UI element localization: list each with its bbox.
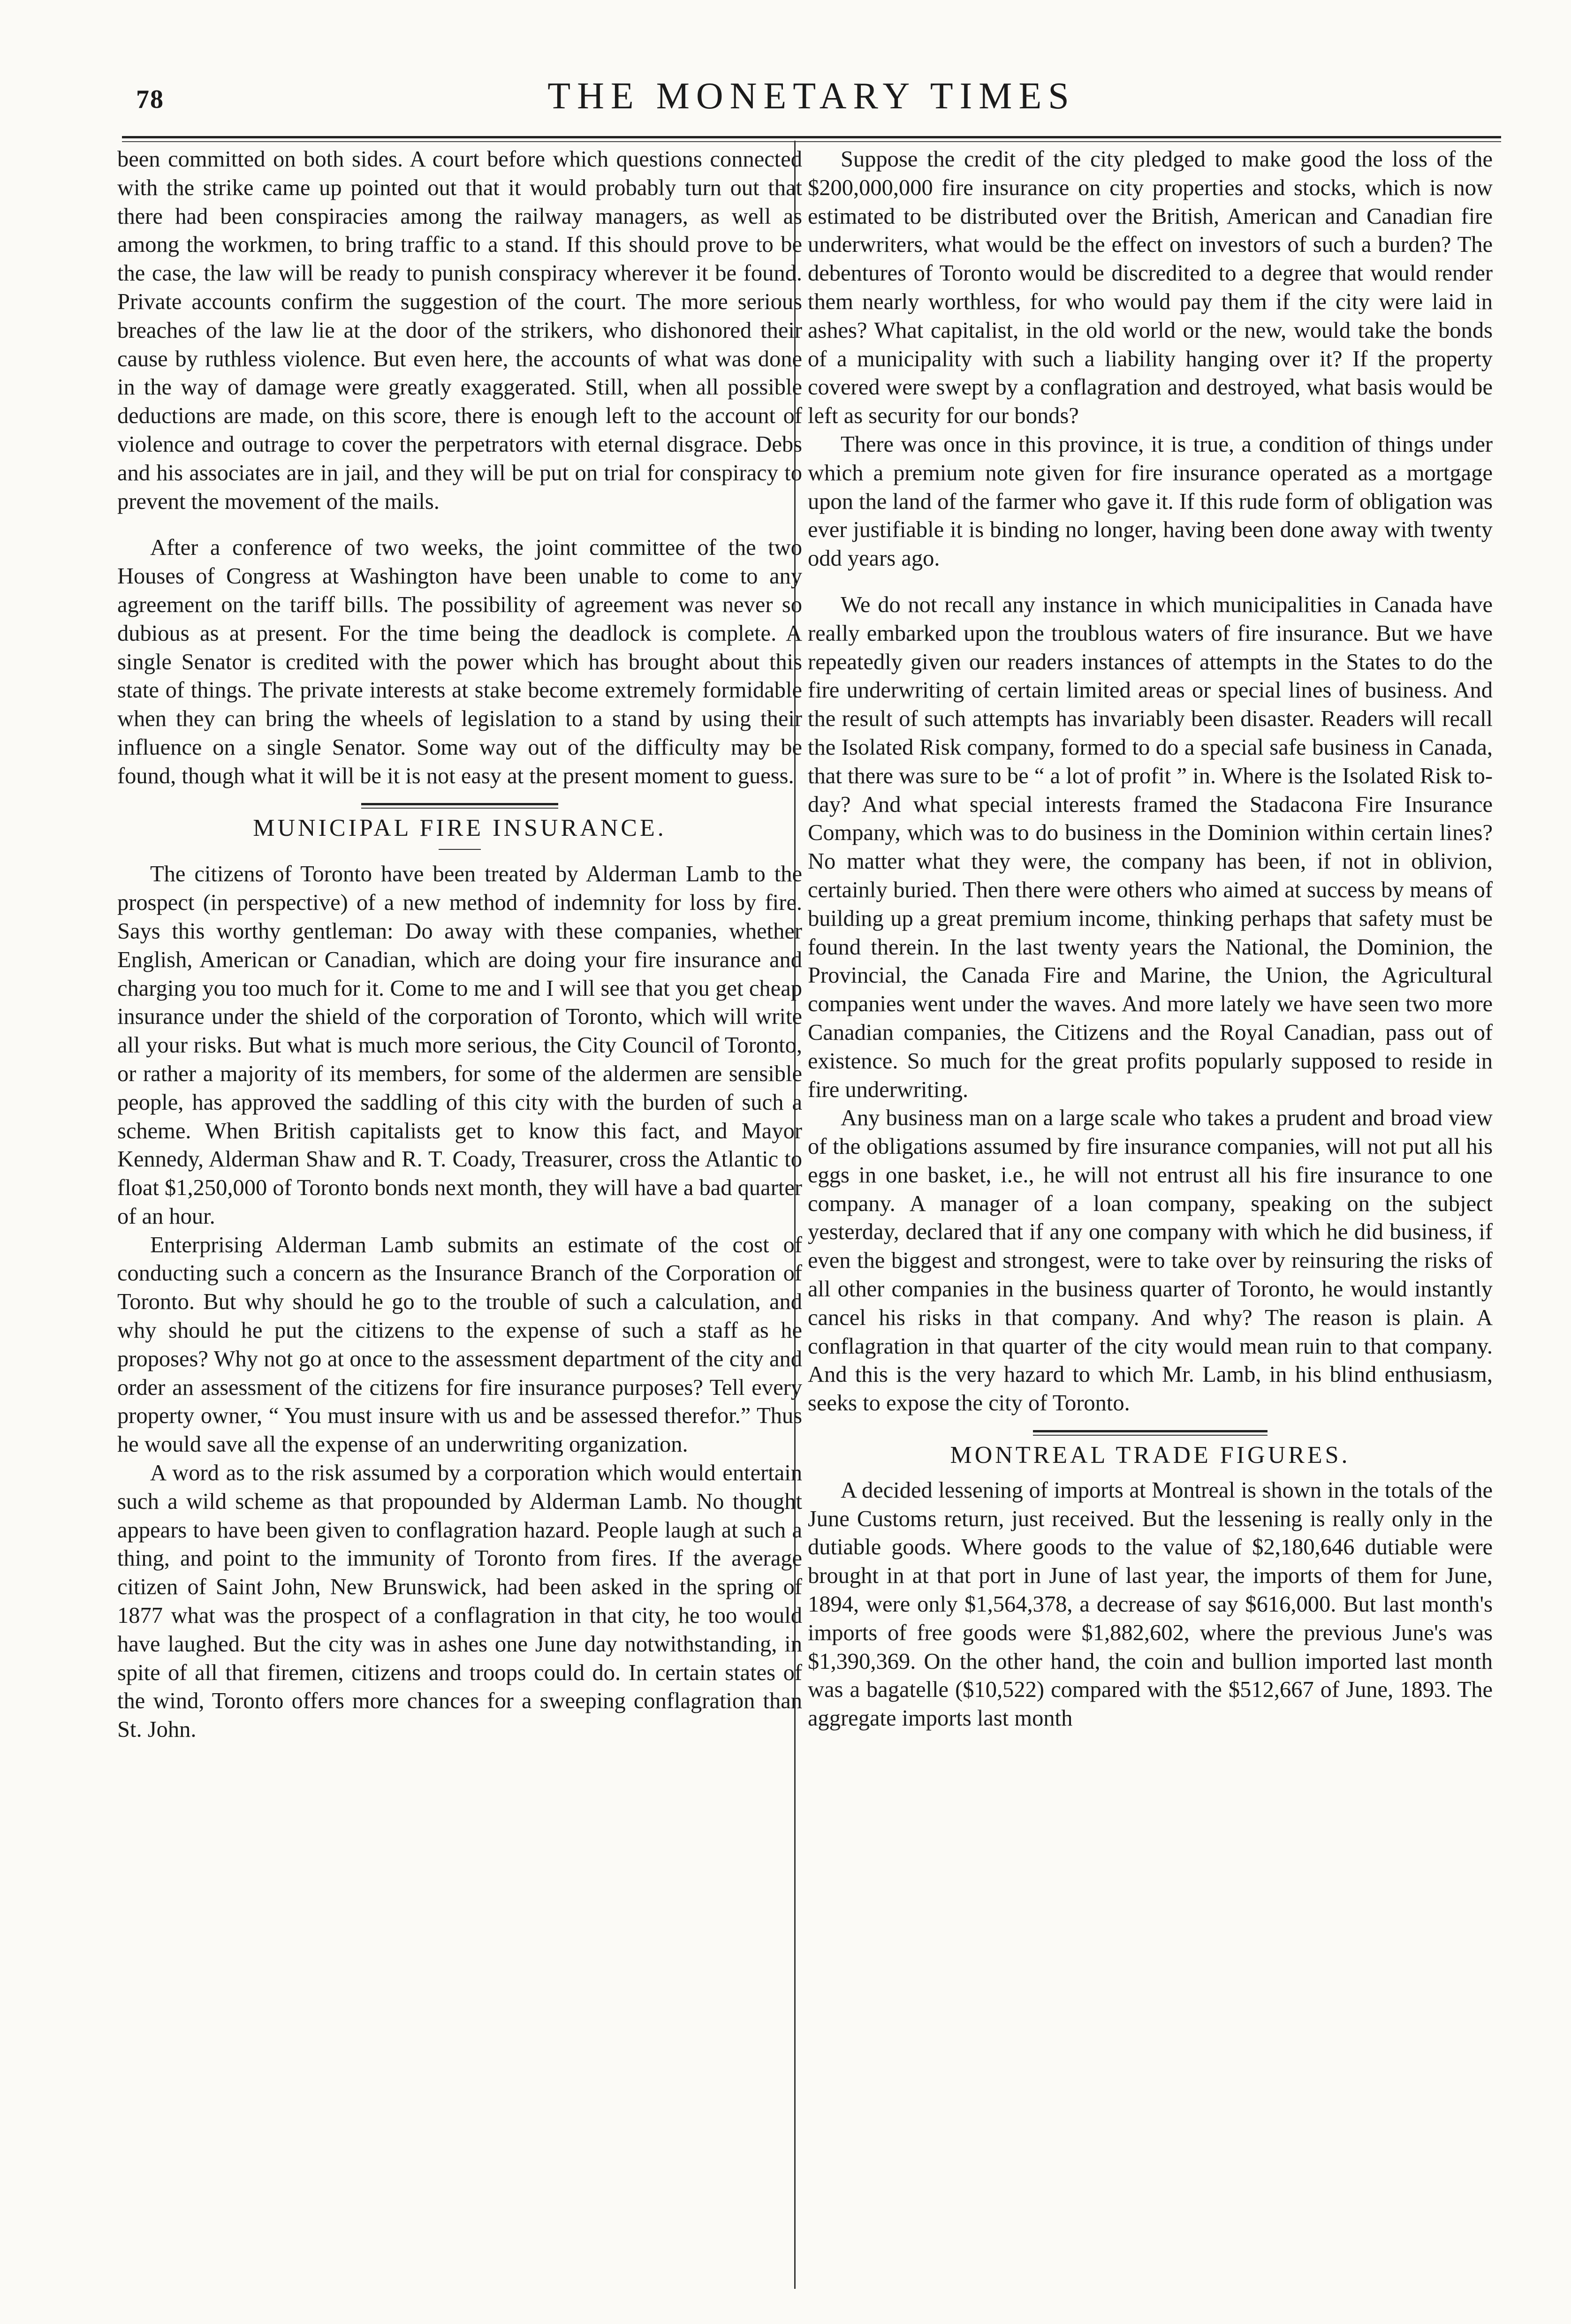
heading-underline bbox=[439, 849, 481, 850]
section-rule bbox=[361, 803, 558, 809]
article-paragraph: Any business man on a large scale who takes a prudent and broad view of the obligations assumed by fire insurance companies, will not put all his eggs in one basket, i.e., he will not entrust all his fire insurance to one company. A manager of a loan company, speaking on the subject yesterday, declared that if any one company with which he did business, if even the biggest and strongest, were to take over by reinsuring the risks of all other companies in the business quarter of Toronto, he would instantly cancel his risks in that company. And why? The reason is plain. A conflagration in that quarter of the city would mean ruin to that company. And this is the very hazard to which Mr. Lamb, in his blind enthusiasm, seeks to expose the city of Toronto. bbox=[808, 1105, 1493, 1416]
article-paragraph: We do not recall any instance in which municipalities in Canada have really embarked upon the troublous waters of fire insurance. But we have repeatedly given our readers instances of attempts in the States to do the fire underwriting of certain limited areas or special lines of business. And the result of such attempts has invariably been disaster. Readers will recall the Isolated Risk company, formed to do a special safe business in Canada, that there was sure to be “ a lot of profit ” in. Where is the Isolated Risk to-day? And what special interests framed the Stadacona Fire Insurance Company, which was to do business in the Dominion within certain lines? No matter what they were, the company has been, if not in oblivion, certainly buried. Then there were others who aimed at success by means of building up a great premium income, thinking perhaps that safety must be found therein. In the last twenty years the National, the Dominion, the Provincial, the Canada Fire and Marine, the Union, the Agricultural companies went under the waves. And more lately we have seen two more Canadian companies, the Citizens and the Royal Canadian, pass out of existence. So much for the great profits popularly supposed to reside in fire underwriting. bbox=[808, 592, 1493, 1102]
article-paragraph: The citizens of Toronto have been treated by Alderman Lamb to the prospect (in perspective) of a new method of indemnity for loss by fire. Says this worthy gentleman: Do away with these companies, whether English, American or Canadian, which are doing your fire insurance and charging you too much for it. Come to me and I will see that you get cheap insurance under the shield of the corporation of Toronto, which will write all your risks. But what is much more serious, the City Council of Toronto, or rather a majority of its members, for some of the aldermen are sensible people, has approved the saddling of this city with the burden of such a scheme. When British capitalists get to know this fact, and Mayor Kennedy, Alderman Shaw and R. T. Coady, Treasurer, cross the Atlantic to float $1,250,000 of Toronto bonds next month, they will have a bad quarter of an hour. bbox=[117, 862, 802, 1229]
masthead-title: THE MONETARY TIMES bbox=[547, 76, 1076, 117]
section-heading: MUNICIPAL FIRE INSURANCE. bbox=[253, 814, 667, 841]
article-paragraph: Enterprising Alderman Lamb submits an estimate of the cost of conducting such a concern as the Insurance Branch of the Corporation of Toronto. But why should he go to the trouble of such a calculation, and why should he put the citizens to the expense of such a staff as he proposes? Why not go at once to the assessment department of the city and order an assessment of the citizens for fire insurance purposes? Tell every property owner, “ You must insure with us and be assessed therefor.” Thus he would save all the expense of an underwriting organization. bbox=[117, 1232, 802, 1457]
left-column bbox=[117, 145, 802, 1744]
right-column bbox=[808, 145, 1493, 1733]
article-paragraph: A word as to the risk assumed by a corporation which would entertain such a wild scheme as that propounded by Alderman Lamb. No thought appears to have been given to conflagration hazard. People laugh at such a thing, and point to the immunity of Toronto from fires. If the average citizen of Saint John, New Brunswick, had been asked in the spring of 1877 what was the prospect of a conflagration in that city, he too would have laughed. But the city was in ashes one June day notwithstanding, in spite of all that firemen, citizens and troops could do. In certain states of the wind, Toronto offers more chances for a sweeping conflagration than St. John. bbox=[117, 1461, 802, 1742]
section-rule bbox=[1033, 1430, 1267, 1436]
page-header bbox=[122, 75, 1501, 127]
article-paragraph: Suppose the credit of the city pledged to make good the loss of the $200,000,000 fire insurance on city properties and stocks, which is now estimated to be distributed over the British, American and Canadian fire underwriters, what would be the effect on investors of such a burden? The debentures of Toronto would be discredited to a degree that would render them nearly worthless, for who would pay them if the city were laid in ashes? What capitalist, in the old world or the new, would take the bonds of a municipality with such a liability hanging over it? If the property covered were swept by a conflagration and destroyed, what basis would be left as security for our bonds? bbox=[808, 147, 1493, 429]
article-paragraph: After a conference of two weeks, the joint committee of the two Houses of Congress at Washington have been unable to come to any agreement on the tariff bills. The possibility of agreement was never so dubious as at present. For the time being the deadlock is complete. A single Senator is credited with the power which has brought about this state of things. The private interests at stake become extremely formidable when they can bring the wheels of legislation to a stand by using their influence on a single Senator. Some way out of the difficulty may be found, though what it will be it is not easy at the present moment to guess. bbox=[117, 535, 802, 788]
page-number: 78 bbox=[136, 85, 164, 114]
article-paragraph: been committed on both sides. A court before which questions connected with the strike came up pointed out that it would probably turn out that there had been conspiracies among the railway managers, as well as among the workmen, to bring traffic to a stand. If this should prove to be the case, the law will be ready to punish conspiracy wherever it be found. Private accounts confirm the suggestion of the court. The more serious breaches of the law lie at the door of the strikers, who dishonored their cause by ruthless violence. But even here, the accounts of what was done in the way of damage were greatly exaggerated. Still, when all possible deductions are made, on this score, there is enough left to the account of violence and outrage to cover the perpetrators with eternal disgrace. Debs and his associates are in jail, and they will be put on trial for conspiracy to prevent the movement of the mails. bbox=[117, 147, 802, 514]
section-heading: MONTREAL TRADE FIGURES. bbox=[950, 1442, 1351, 1469]
article-paragraph: A decided lessening of imports at Montreal is shown in the totals of the June Customs return, just received. But the lessening is really only in the dutiable goods. Where goods to the value of $2,180,646 dutiable were brought in at that port in June of last year, the imports of them for June, 1894, were only $1,564,378, a decrease of say $616,000. But last month's imports of free goods were $1,882,602, where the previous June's was $1,390,369. On the other hand, the coin and bullion imported last month was a bagatelle ($10,522) compared with the $512,667 of June, 1893. The aggregate imports last month bbox=[808, 1477, 1493, 1731]
article-paragraph: There was once in this province, it is true, a condition of things under which a premium note given for fire insurance operated as a mortgage upon the land of the farmer who gave it. If this rude form of obligation was ever justifiable it is binding no longer, having been done away with twenty odd years ago. bbox=[808, 431, 1493, 571]
header-rule bbox=[122, 136, 1501, 142]
